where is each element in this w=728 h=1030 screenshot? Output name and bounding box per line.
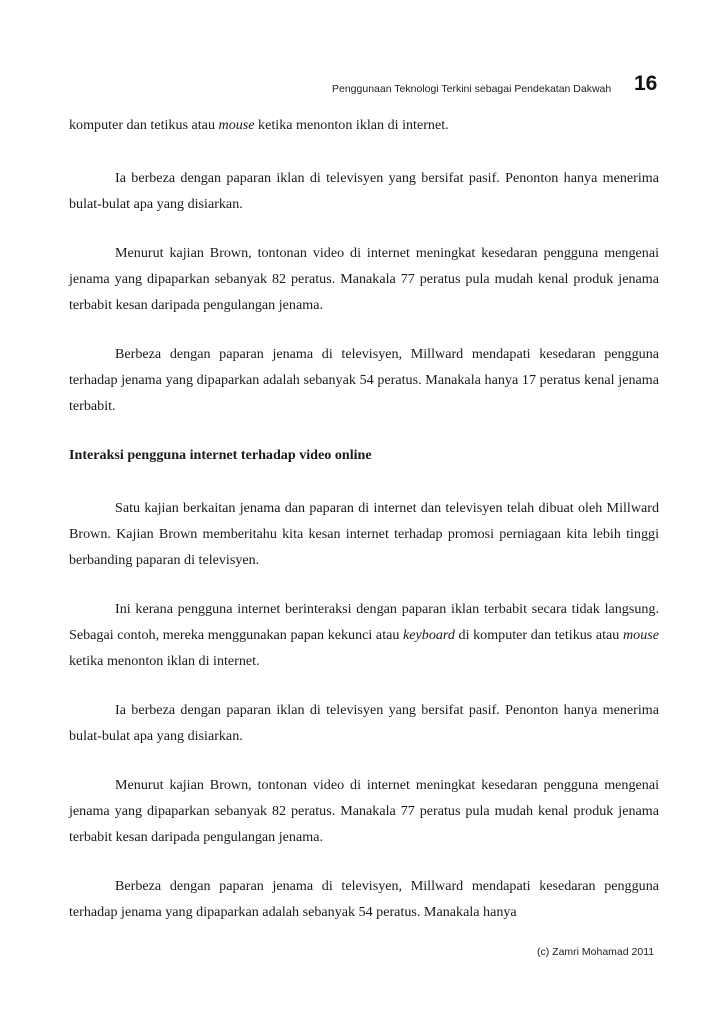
document-body	[69, 112, 659, 948]
page-header	[0, 72, 728, 102]
paragraph: Ia berbeza dengan paparan iklan di televisyen yang bersifat pasif. Penonton hanya menerima bulat-bulat apa yang disiarkan.	[69, 170, 659, 212]
italic-term: mouse	[622, 627, 659, 643]
italic-term: mouse	[218, 117, 255, 133]
paragraph: Satu kajian berkaitan jenama dan paparan di internet dan televisyen telah dibuat oleh Millward Brown. Kajian Brown memberitahu kita kesan internet terhadap promosi perniagaan kita lebih tinggi berbanding paparan di televisyen.	[69, 500, 659, 568]
paragraph: Ia berbeza dengan paparan iklan di televisyen yang bersifat pasif. Penonton hanya menerima bulat-bulat apa yang disiarkan.	[69, 702, 659, 744]
page-number: 16	[634, 72, 658, 95]
section-heading: Interaksi pengguna internet terhadap video online	[69, 447, 372, 463]
paragraph: Berbeza dengan paparan jenama di televisyen, Millward mendapati kesedaran pengguna terhadap jenama yang dipaparkan adalah sebanyak 54 peratus. Manakala hanya	[69, 878, 659, 920]
page-footer	[0, 946, 728, 966]
paragraph-text: komputer dan tetikus atau	[69, 117, 219, 133]
paragraph-continuation	[69, 112, 659, 138]
paragraph	[69, 596, 659, 674]
paragraph-text: di komputer dan tetikus atau	[454, 627, 623, 643]
paragraph-text: ketika menonton iklan di internet.	[254, 117, 449, 133]
paragraph: Berbeza dengan paparan jenama di televisyen, Millward mendapati kesedaran pengguna terhadap jenama yang dipaparkan adalah sebanyak 54 peratus. Manakala hanya 17 peratus kenal jenama terbabit.	[69, 346, 659, 414]
paragraph-text: Ini kerana pengguna internet berinteraksi dengan paparan iklan terbabit secara tidak langsung. Sebagai contoh, mereka menggunakan papan kekunci atau	[69, 601, 659, 643]
italic-term: keyboard	[403, 627, 455, 643]
paragraph-text: ketika menonton iklan di internet.	[69, 653, 260, 669]
footer-credit: (c) Zamri Mohamad 2011	[537, 946, 655, 958]
header-title: Penggunaan Teknologi Terkini sebagai Pendekatan Dakwah	[332, 83, 612, 95]
paragraph: Menurut kajian Brown, tontonan video di internet meningkat kesedaran pengguna mengenai jenama yang dipaparkan sebanyak 82 peratus. Manakala 77 peratus pula mudah kenal produk jenama terbabit kesan daripada pengulangan jenama.	[69, 245, 659, 313]
paragraph: Menurut kajian Brown, tontonan video di internet meningkat kesedaran pengguna mengenai jenama yang dipaparkan sebanyak 82 peratus. Manakala 77 peratus pula mudah kenal produk jenama terbabit kesan daripada pengulangan jenama.	[69, 777, 659, 845]
